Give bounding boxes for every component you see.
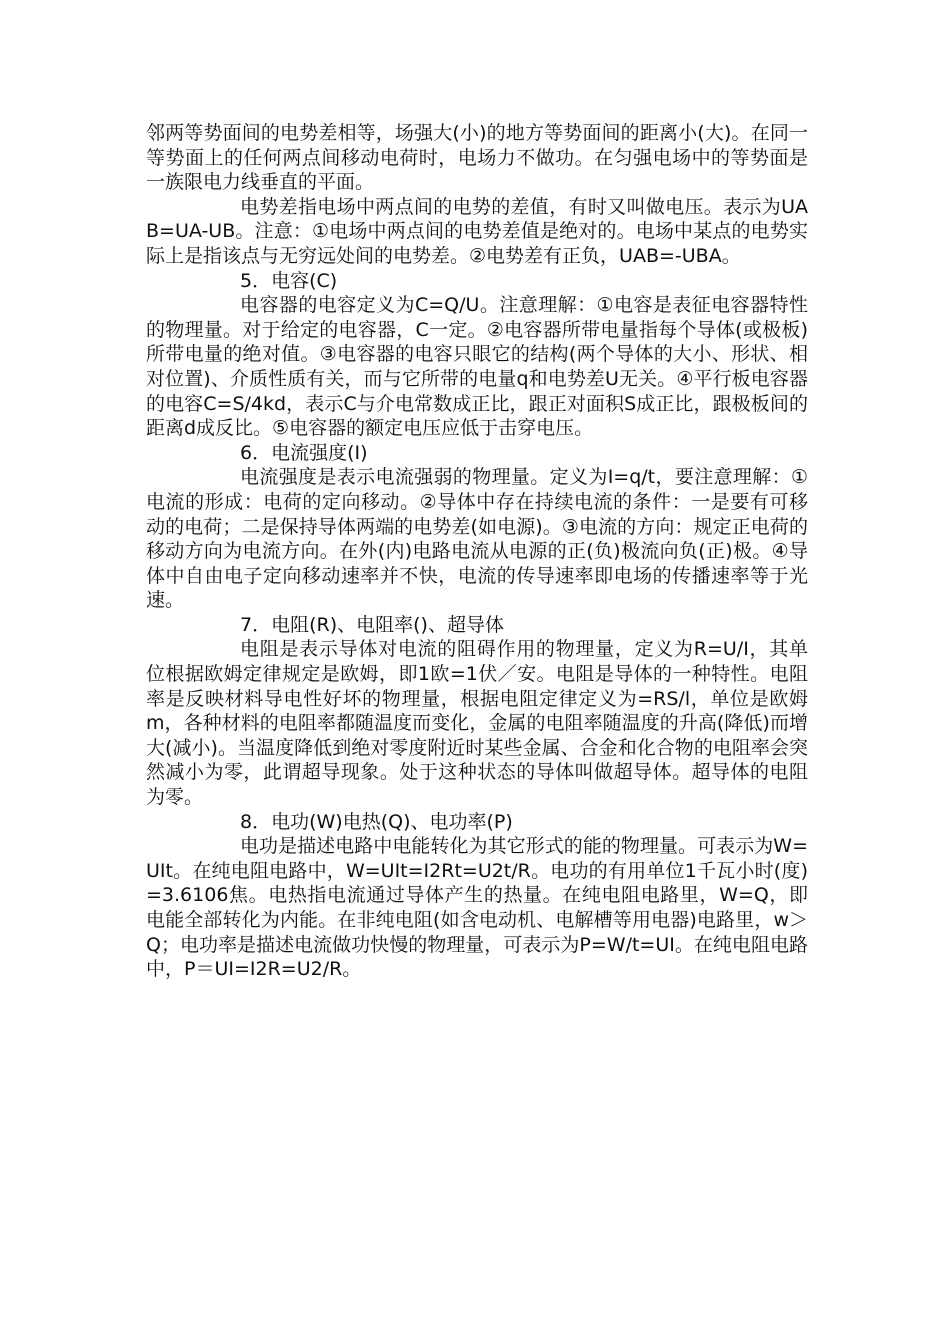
heading-current: 6．电流强度(I): [240, 441, 368, 464]
paragraph-electric-work: 电功是描述电路中电能转化为其它形式的能的物理量。可表示为W=UIt。在纯电阻电路中，W=UIt=I2Rt=U2t/R。电功的有用单位1千瓦小时(度)=3.6106焦。电热指电流通过导体产生的热量。在纯电阻电路里，W=Q，即电能全部转化为内能。在非纯电阻(如含电动机、电解槽等用电器)电路里，w＞Q；电功率是描述电流做功快慢的物理量，可表示为P=W/t=UI。在纯电阻电路中，P＝UI=I2R=U2/R。: [146, 835, 808, 981]
paragraph-capacitance: 电容器的电容定义为C=Q/U。注意理解：①电容是表征电容器特性的物理量。对于给定的电容器，C一定。②电容器所带电量指每个导体(或极板)所带电量的绝对值。③电容器的电容只眼它的结构(两个导体的大小、形状、相对位置)、介质性质有关，而与它所带的电量q和电势差U无关。④平行板电容器的电容C=S/4kd，表示C与介电常数成正比，跟正对面积S成正比，跟极板间的距离d成反比。⑤电容器的额定电压应低于击穿电压。: [146, 294, 808, 440]
paragraph-equipotential-continued: 邻两等势面间的电势差相等，场强大(小)的地方等势面间的距离小(大)。在同一等势面上的任何两点间移动电荷时，电场力不做功。在匀强电场中的等势面是一族限电力线垂直的平面。: [146, 122, 808, 194]
paragraph-potential-difference: 电势差指电场中两点间的电势的差值，有时又叫做电压。表示为UAB=UA-UB。注意：①电场中两点间的电势差值是绝对的。电场中某点的电势实际上是指该点与无穷远处间的电势差。②电势差有正负，UAB=-UBA。: [146, 195, 808, 267]
heading-electric-work: 8．电功(W)电热(Q)、电功率(P): [240, 810, 513, 833]
document-page: [146, 121, 808, 982]
heading-capacitance: 5．电容(C): [240, 269, 338, 292]
paragraph-current: 电流强度是表示电流强弱的物理量。定义为I=q/t，要注意理解：①电流的形成：电荷的定向移动。②导体中存在持续电流的条件：一是要有可移动的电荷；二是保持导体两端的电势差(如电源)。③电流的方向：规定正电荷的移动方向为电流方向。在外(内)电路电流从电源的正(负)极流向负(正)极。④导体中自由电子定向移动速率并不快，电流的传导速率即电场的传播速率等于光速。: [146, 466, 808, 612]
heading-resistance: 7．电阻(R)、电阻率()、超导体: [240, 613, 504, 636]
paragraph-resistance: 电阻是表示导体对电流的阻碍作用的物理量，定义为R=U/I，其单位根据欧姆定律规定是欧姆，即1欧=1伏／安。电阻是导体的一种特性。电阻率是反映材料导电性好坏的物理量，根据电阻定律定义为=RS/l，单位是欧姆m，各种材料的电阻率都随温度而变化，金属的电阻率随温度的升高(降低)而增大(减小)。当温度降低到绝对零度附近时某些金属、合金和化合物的电阻率会突然减小为零，此谓超导现象。处于这种状态的导体叫做超导体。超导体的电阻为零。: [146, 638, 808, 809]
